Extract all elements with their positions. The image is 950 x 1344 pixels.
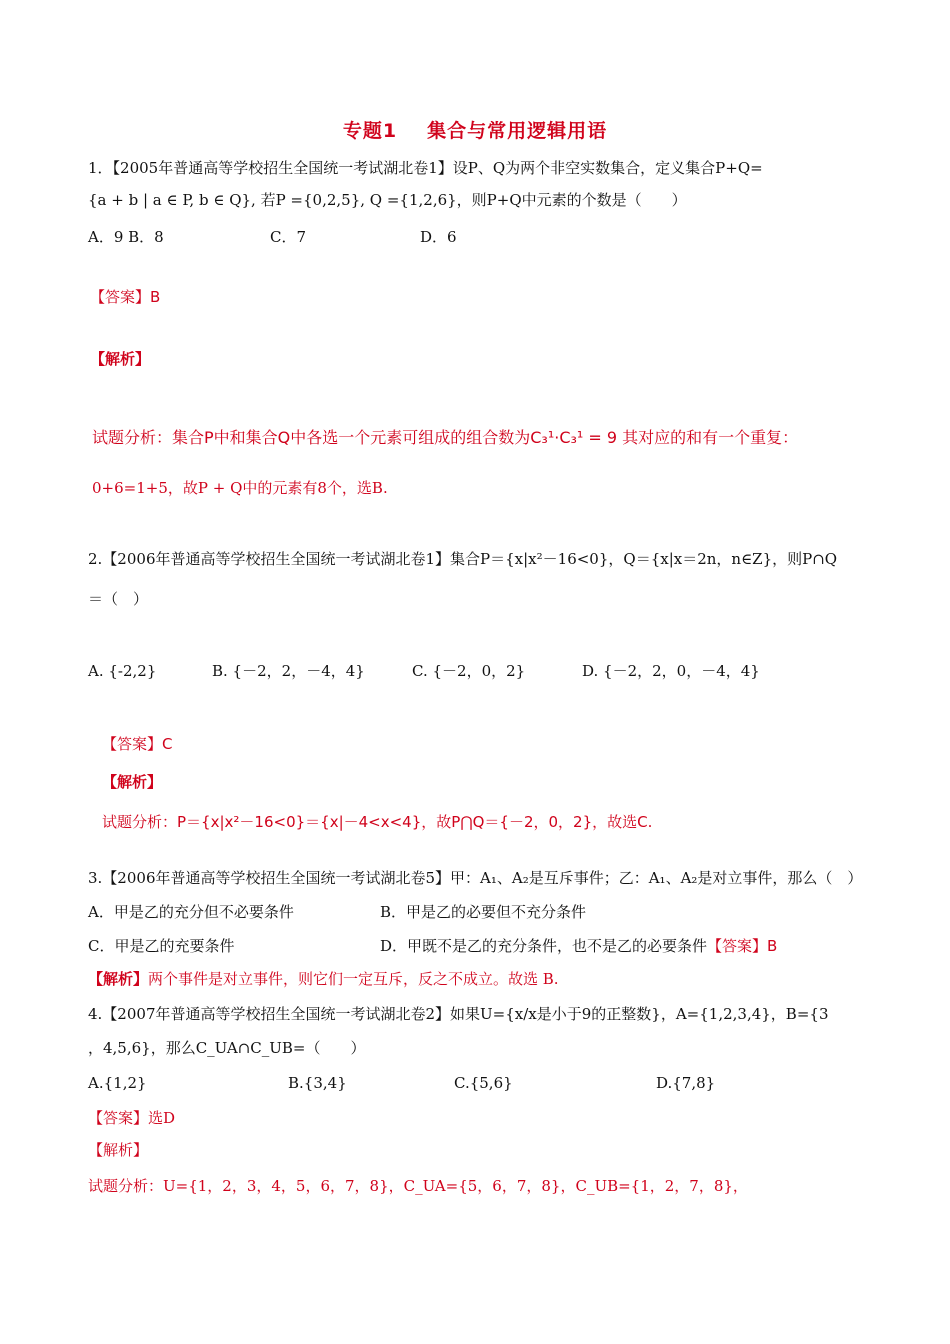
q2-analysis-text: 试题分析：P＝{x|x²－16<0}＝{x|－4<x<4}，故P⋂Q＝{－2，0，2}，故选C.: [102, 813, 653, 831]
q4-answer: 【答案】选D: [88, 1109, 176, 1127]
q3-analysis-text: 两个事件是对立事件，则它们一定互斥，反之不成立。故选 B.: [148, 970, 559, 988]
q4-option-c: C.{5,6}: [454, 1074, 513, 1092]
q3-option-d: D．甲既不是乙的充分条件，也不是乙的必要条件: [380, 937, 708, 955]
q3-analysis: [88, 969, 559, 989]
q2-stem-line1: 2.【2006年普通高等学校招生全国统一考试湖北卷1】集合P＝{x|x²－16<0}，Q＝{x|x＝2n，n∈Z}，则P∩Q: [88, 550, 838, 568]
q3-option-b: B．甲是乙的必要但不充分条件: [380, 903, 587, 921]
q1-option-d: D．6: [420, 228, 457, 246]
q2-option-d: D. {－2，2，0，－4，4}: [582, 662, 760, 680]
q4-analysis-text: 试题分析：U={1，2，3，4，5，6，7，8}，C_UA={5，6，7，8}，C_UB={1，2，7，8}，: [88, 1177, 748, 1195]
q4-option-a: A.{1,2}: [88, 1074, 147, 1092]
q1-analysis-label: 【解析】: [90, 350, 151, 368]
q1-stem-line1: 1．【2005年普通高等学校招生全国统一考试湖北卷1】设P、Q为两个非空实数集合，定义集合P+Q=: [88, 159, 763, 177]
q1-answer: 【答案】B: [90, 288, 161, 306]
q1-stem-line2: {a + b | a ∈ P, b ∈ Q}, 若P ={0,2,5}, Q ={1,2,6}，则P+Q中元素的个数是（ ）: [88, 191, 687, 209]
q4-option-b: B.{3,4}: [288, 1074, 347, 1092]
q3-option-a: A．甲是乙的充分但不必要条件: [88, 903, 294, 921]
q2-stem-line2: ＝（ ）: [88, 590, 149, 608]
q1-analysis-line1: 试题分析：集合P中和集合Q中各选一个元素可组成的组合数为C₃¹·C₃¹ = 9 其对应的和有一个重复：: [92, 428, 799, 447]
q4-stem-line2: ，4,5,6}，那么C_UA∩C_UB=（ ）: [88, 1039, 366, 1057]
page-title: [0, 116, 950, 143]
q4-stem-line1: 4.【2007年普通高等学校招生全国统一考试湖北卷2】如果U={x/x是小于9的正整数}，A={1,2,3,4}，B={3: [88, 1005, 829, 1023]
q1-option-ab: A．9 B．8: [88, 228, 164, 246]
q3-stem: 3.【2006年普通高等学校招生全国统一考试湖北卷5】甲：A₁、A₂是互斥事件；乙：A₁、A₂是对立事件，那么（ ）: [88, 869, 863, 887]
q4-option-d: D.{7,8}: [656, 1074, 716, 1092]
q2-option-c: C. {－2，0，2}: [412, 662, 526, 680]
q4-analysis-label: 【解析】: [88, 1141, 149, 1159]
q2-option-a: A. {-2,2}: [88, 662, 157, 680]
q2-option-b: B. {－2，2，－4，4}: [212, 662, 365, 680]
q3-option-d-and-answer: [380, 936, 777, 956]
q2-analysis-label: 【解析】: [102, 773, 163, 791]
q2-answer: 【答案】C: [102, 735, 173, 753]
title-number: 专题1: [342, 120, 398, 142]
q3-analysis-label: 【解析】: [88, 970, 149, 988]
q1-option-c: C．7: [270, 228, 307, 246]
q3-option-c: C．甲是乙的充要条件: [88, 937, 235, 955]
title-text: 集合与常用逻辑用语: [427, 120, 608, 142]
q3-answer: 【答案】B: [707, 937, 778, 955]
q1-analysis-line2: 0+6=1+5，故P + Q中的元素有8个，选B.: [92, 479, 388, 497]
